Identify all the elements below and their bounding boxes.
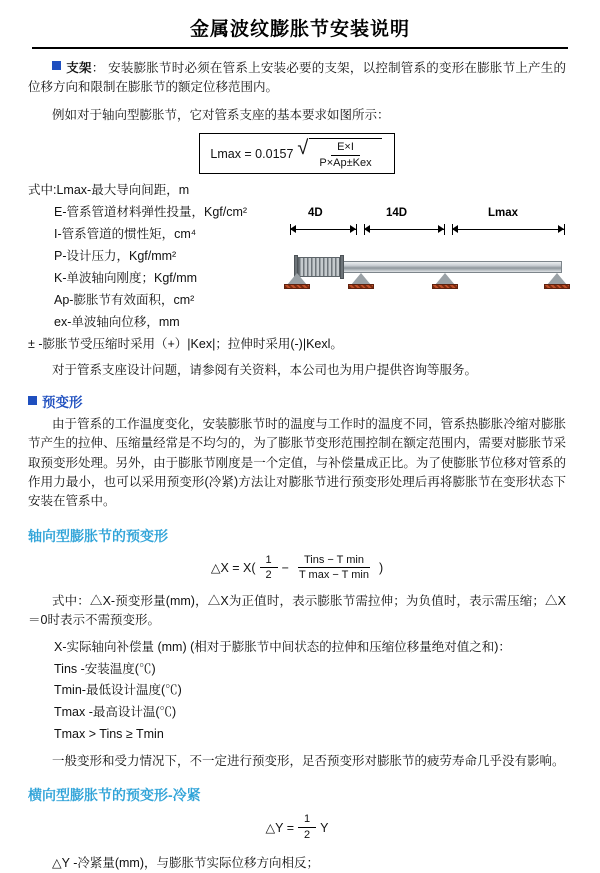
formula-dx-ratio-num: Tins − T min (298, 554, 370, 569)
pipe-assembly (282, 235, 574, 301)
section3-line: Tmax -最高设计温(℃) (54, 705, 177, 720)
support-base (348, 284, 374, 289)
section3-line: X-实际轴向补偿量 (mm) (相对于膨胀节中间状态的拉伸和压缩位移量绝对值之和)： (54, 639, 511, 654)
dim-line-lmax (452, 229, 564, 230)
dim-label-lmax: Lmax (488, 207, 519, 219)
section1-para1: 安装膨胀节时必须在管系上安装必要的支架，以控制管系的变形在膨胀节上产生的位移方向和限制在膨胀节的额定位移范围内。 (28, 61, 566, 95)
formula-lmax-box (199, 133, 394, 174)
section3-line: Tmax > Tins ≥ Tmin (54, 727, 164, 742)
definition-item: Ap-膨胀节有效面积，cm² (54, 292, 195, 307)
pipe-support (544, 273, 570, 289)
formula-delta-x (28, 554, 566, 582)
dim-label-14d: 14D (386, 207, 408, 219)
section3-line: Tmin-最低设计温度(℃) (54, 683, 182, 698)
section2-para1: 由于管系的工作温度变化，安装膨胀节时的温度与工作时的温度不同，管系热膨胀冷缩对膨胀节产生的拉伸、压缩量经常是不均匀的，为了膨胀节变形范围控制在额定范围内，需要对膨胀节采取预变形处理。另外，由于膨胀节刚度是一个定值，与补偿量成正比。为了使膨胀节位移对管系的作用力最小，也可以采用预变形(冷紧)方法让对膨胀节进行预变形处理后再将膨胀节在变形状态下安装在管系中。 (28, 416, 566, 509)
dim-label-4d: 4D (308, 207, 323, 219)
dim-arrow-left-icon (364, 225, 370, 233)
section-heading-axial-predeformation: 轴向型膨胀节的预变形 (28, 527, 168, 544)
formula-dy-lhs: △Y = (265, 821, 295, 836)
pipe-support (348, 273, 374, 289)
definition-item: K-单波轴向刚度；Kgf/mm (54, 270, 198, 285)
formula-dx-ratio-den: T max − T min (298, 569, 369, 582)
formula-dx-minus: − (281, 560, 289, 575)
support-base (544, 284, 570, 289)
section-heading-预变形-wrap (28, 391, 566, 411)
dim-line-14d (364, 229, 444, 230)
formula-dy-half-num: 1 (298, 813, 316, 828)
section3-line: Tins -安装温度(℃) (54, 661, 156, 676)
dim-arrow-left-icon (290, 225, 296, 233)
blue-square-bullet-icon (28, 396, 37, 405)
dim-tick (564, 224, 565, 235)
section3-lines (28, 637, 566, 746)
dim-arrow-right-icon (350, 225, 356, 233)
formula-dx-half-num: 1 (260, 554, 278, 569)
document-page (0, 14, 600, 870)
formula-lmax-numerator: E×I (331, 141, 360, 156)
dim-line-4d (290, 229, 356, 230)
page-title: 金属波纹膨胀节安装说明 (189, 19, 410, 40)
definition-item: ± -膨胀节受压缩时采用（+）|Kex|；拉伸时采用(-)|Kexl。 (28, 336, 343, 351)
section-heading-支架: 支架 (66, 61, 92, 75)
formula-dx-ratio (293, 554, 375, 582)
pipe-flange (340, 255, 344, 279)
section-heading-lateral-predeformation: 横向型膨胀节的预变形-冷紧 (28, 787, 201, 804)
section-heading-预变形: 预变形 (42, 394, 83, 410)
formula-delta-y (28, 813, 566, 841)
dim-arrow-right-icon (558, 225, 564, 233)
section-支架-paragraph-1: 支架： 安装膨胀节时必须在管系上安装必要的支架，以控制管系的变形在膨胀节上产生的位移方向和限制在膨胀节的额定位移范围内。 (28, 61, 566, 95)
formula-dx-rhs: ) (378, 560, 384, 575)
support-base (432, 284, 458, 289)
dim-tick (356, 224, 357, 235)
definition-item: ex-单波轴向位移，mm (54, 314, 180, 329)
section4-para1: △Y -冷紧量(mm)，与膨胀节实际位移方向相反； (52, 855, 320, 870)
support-note: 对于管系支座设计问题，请参阅有关资料，本公司也为用户提供咨询等服务。 (52, 363, 478, 378)
title-divider (32, 47, 568, 49)
definition-item: I-管系管道的惯性矩，cm⁴ (54, 227, 197, 242)
formula-dy-rhs: Y (320, 820, 329, 835)
formula-dx-half-den: 2 (265, 569, 272, 582)
formula-dx-half (260, 554, 278, 582)
formula-dy-half-den: 2 (304, 829, 311, 842)
definition-item: E-管系管道材料弹性投量，Kgf/cm² (54, 205, 248, 220)
formula-dx-lhs: △X = X( (210, 561, 256, 576)
section3-para1: 式中：△X-预变形量(mm)，△X为正值时，表示膨胀节需拉伸；为负值时，表示需压缩；△X＝0时表示不需预变形。 (28, 593, 566, 628)
dim-arrow-left-icon (452, 225, 458, 233)
definition-item: 式中:Lmax-最大导向间距，m (28, 183, 190, 198)
pipe-support (284, 273, 310, 289)
document-body (0, 59, 600, 873)
formula-lmax-denominator: P×Ap±Kex (319, 156, 372, 169)
section1-para2: 例如对于轴向型膨胀节，它对管系支座的基本要求如图所示： (52, 107, 390, 122)
formula-lmax-lhs: Lmax = 0.0157 (210, 146, 294, 161)
section3-para2: 一般变形和受力情况下，不一定进行预变形，足否预变形对膨胀节的疲劳寿命几乎没有影响。 (52, 754, 565, 769)
blue-square-bullet-icon (52, 61, 61, 70)
formula-lmax (28, 133, 566, 174)
dim-tick (444, 224, 445, 235)
dim-arrow-right-icon (438, 225, 444, 233)
sqrt-symbol-icon: √ $\frac{E\times I}{\text{P×Ap±Kex}}$ (297, 138, 381, 169)
support-base (284, 284, 310, 289)
dimension-bar (282, 209, 574, 225)
definition-item: P-设计压力，Kgf/mm² (54, 249, 177, 264)
pipe-support-diagram (282, 197, 574, 317)
pipe-support (432, 273, 458, 289)
formula-dy-half (298, 813, 316, 841)
